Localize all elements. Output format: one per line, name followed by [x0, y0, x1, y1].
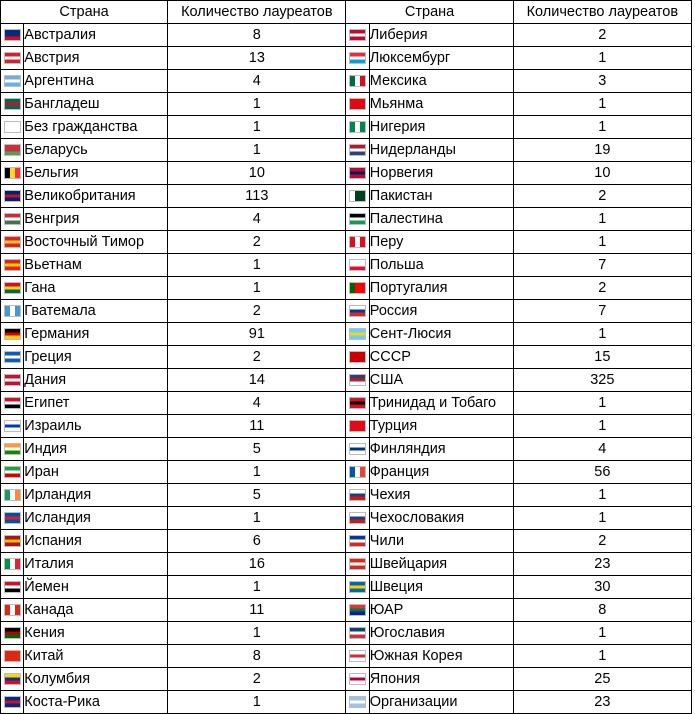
laureate-count: 10 — [168, 162, 346, 185]
header-row — [1, 1, 692, 24]
flag-cell — [346, 622, 369, 645]
table-row — [1, 438, 692, 461]
country-name: Пакистан — [369, 185, 513, 208]
laureate-count: 91 — [168, 323, 346, 346]
country-name: Дания — [24, 369, 168, 392]
flag-cell — [1, 553, 24, 576]
flag-cell — [346, 231, 369, 254]
laureate-count: 1 — [513, 116, 691, 139]
laureate-count: 1 — [168, 691, 346, 714]
country-name: Венгрия — [24, 208, 168, 231]
usa-flag-icon — [349, 374, 366, 386]
flag-cell — [1, 691, 24, 714]
laureate-count: 4 — [168, 70, 346, 93]
country-name: Египет — [24, 392, 168, 415]
header-count-left: Количество лауреатов — [168, 1, 346, 24]
country-name: Либерия — [369, 24, 513, 47]
table-row — [1, 645, 692, 668]
laureate-count: 13 — [168, 47, 346, 70]
laureate-count: 2 — [513, 277, 691, 300]
country-name: Финляндия — [369, 438, 513, 461]
country-name: Индия — [24, 438, 168, 461]
laureate-count: 4 — [168, 392, 346, 415]
laureate-count: 1 — [168, 622, 346, 645]
denmark-flag-icon — [4, 374, 21, 386]
country-name: Норвегия — [369, 162, 513, 185]
laureate-count: 2 — [168, 300, 346, 323]
laureate-count: 1 — [513, 231, 691, 254]
spain-flag-icon — [4, 535, 21, 547]
flag-cell — [1, 438, 24, 461]
iceland-flag-icon — [4, 512, 21, 524]
flag-cell — [1, 484, 24, 507]
guatemala-flag-icon — [4, 305, 21, 317]
flag-cell — [1, 346, 24, 369]
flag-cell — [1, 668, 24, 691]
country-name: Беларусь — [24, 139, 168, 162]
flag-cell — [1, 415, 24, 438]
flag-cell — [1, 139, 24, 162]
switzerland-flag-icon — [349, 558, 366, 570]
country-name: Вьетнам — [24, 254, 168, 277]
flag-cell — [1, 645, 24, 668]
portugal-flag-icon — [349, 282, 366, 294]
flag-cell — [346, 277, 369, 300]
country-name: Польша — [369, 254, 513, 277]
czechia-flag-icon — [349, 489, 366, 501]
table-row — [1, 208, 692, 231]
country-name: Кения — [24, 622, 168, 645]
czechoslovakia-flag-icon — [349, 512, 366, 524]
country-name: Южная Корея — [369, 645, 513, 668]
east-timor-flag-icon — [4, 236, 21, 248]
flag-cell — [346, 599, 369, 622]
flag-cell — [1, 162, 24, 185]
country-name: Турция — [369, 415, 513, 438]
country-name: Палестина — [369, 208, 513, 231]
laureate-count: 1 — [168, 507, 346, 530]
table-row — [1, 139, 692, 162]
country-name: Чехия — [369, 484, 513, 507]
country-name: Великобритания — [24, 185, 168, 208]
south-korea-flag-icon — [349, 650, 366, 662]
country-name: Гватемала — [24, 300, 168, 323]
laureate-count: 6 — [168, 530, 346, 553]
country-name: Восточный Тимор — [24, 231, 168, 254]
country-name: Чили — [369, 530, 513, 553]
laureate-count: 5 — [168, 438, 346, 461]
organizations-flag-icon — [349, 696, 366, 708]
flag-cell — [346, 691, 369, 714]
country-name: Канада — [24, 599, 168, 622]
laureate-count: 1 — [513, 507, 691, 530]
flag-cell — [346, 24, 369, 47]
flag-cell — [1, 576, 24, 599]
flag-cell — [1, 208, 24, 231]
laureate-count: 2 — [513, 185, 691, 208]
chile-flag-icon — [349, 535, 366, 547]
laureate-count: 8 — [513, 599, 691, 622]
country-name: Коста-Рика — [24, 691, 168, 714]
country-name: Португалия — [369, 277, 513, 300]
laureate-count: 2 — [168, 346, 346, 369]
flag-cell — [346, 369, 369, 392]
country-name: Италия — [24, 553, 168, 576]
laureate-count: 1 — [513, 93, 691, 116]
country-name: Испания — [24, 530, 168, 553]
laureate-count: 5 — [168, 484, 346, 507]
flag-cell — [346, 346, 369, 369]
south-africa-flag-icon — [349, 604, 366, 616]
ussr-flag-icon — [349, 351, 366, 363]
table-row — [1, 415, 692, 438]
country-name: Чехословакия — [369, 507, 513, 530]
iran-flag-icon — [4, 466, 21, 478]
flag-cell — [346, 553, 369, 576]
laureate-count: 15 — [513, 346, 691, 369]
flag-cell — [346, 116, 369, 139]
netherlands-flag-icon — [349, 144, 366, 156]
laureate-count: 2 — [513, 24, 691, 47]
myanmar-flag-icon — [349, 98, 366, 110]
country-name: СССР — [369, 346, 513, 369]
trinidad-flag-icon — [349, 397, 366, 409]
laureate-count: 56 — [513, 461, 691, 484]
flag-cell — [346, 507, 369, 530]
poland-flag-icon — [349, 259, 366, 271]
laureate-count: 23 — [513, 691, 691, 714]
flag-cell — [346, 185, 369, 208]
flag-cell — [346, 300, 369, 323]
laureate-count: 1 — [513, 484, 691, 507]
table-row — [1, 254, 692, 277]
laureate-count: 113 — [168, 185, 346, 208]
table-row — [1, 231, 692, 254]
country-name: Колумбия — [24, 668, 168, 691]
laureate-count: 23 — [513, 553, 691, 576]
table-row — [1, 369, 692, 392]
table-row — [1, 185, 692, 208]
flag-cell — [346, 208, 369, 231]
russia-flag-icon — [349, 305, 366, 317]
flag-cell — [1, 254, 24, 277]
table-row — [1, 162, 692, 185]
yemen-flag-icon — [4, 581, 21, 593]
laureate-count: 1 — [168, 254, 346, 277]
vietnam-flag-icon — [4, 259, 21, 271]
peru-flag-icon — [349, 236, 366, 248]
ghana-flag-icon — [4, 282, 21, 294]
flag-cell — [346, 530, 369, 553]
country-name: США — [369, 369, 513, 392]
flag-cell — [346, 323, 369, 346]
laureate-count: 19 — [513, 139, 691, 162]
flag-cell — [1, 47, 24, 70]
luxembourg-flag-icon — [349, 52, 366, 64]
flag-cell — [1, 507, 24, 530]
table-row — [1, 323, 692, 346]
laureate-count: 1 — [513, 392, 691, 415]
laureate-count: 1 — [513, 208, 691, 231]
palestine-flag-icon — [349, 213, 366, 225]
blank-flag-icon — [4, 121, 21, 133]
table-row — [1, 622, 692, 645]
laureate-count: 1 — [513, 323, 691, 346]
country-name: Люксембург — [369, 47, 513, 70]
laureate-count: 1 — [168, 277, 346, 300]
laureate-count: 30 — [513, 576, 691, 599]
flag-cell — [1, 116, 24, 139]
laureate-count: 1 — [168, 139, 346, 162]
flag-cell — [346, 415, 369, 438]
flag-cell — [346, 47, 369, 70]
kenya-flag-icon — [4, 627, 21, 639]
table-row — [1, 24, 692, 47]
australia-flag-icon — [4, 29, 21, 41]
flag-cell — [1, 392, 24, 415]
flag-cell — [346, 139, 369, 162]
table-row — [1, 300, 692, 323]
china-flag-icon — [4, 650, 21, 662]
country-name: Мексика — [369, 70, 513, 93]
country-name: Ирландия — [24, 484, 168, 507]
table-row — [1, 277, 692, 300]
laureate-count: 1 — [168, 116, 346, 139]
country-name: Бельгия — [24, 162, 168, 185]
turkey-flag-icon — [349, 420, 366, 432]
flag-cell — [1, 369, 24, 392]
country-name: Израиль — [24, 415, 168, 438]
yugoslavia-flag-icon — [349, 627, 366, 639]
table-row — [1, 47, 692, 70]
flag-cell — [346, 254, 369, 277]
colombia-flag-icon — [4, 673, 21, 685]
table-row — [1, 530, 692, 553]
flag-cell — [1, 530, 24, 553]
country-name: Швеция — [369, 576, 513, 599]
laureate-count: 10 — [513, 162, 691, 185]
laureate-count: 3 — [513, 70, 691, 93]
country-name: Бангладеш — [24, 93, 168, 116]
flag-cell — [346, 576, 369, 599]
flag-cell — [346, 438, 369, 461]
nigeria-flag-icon — [349, 121, 366, 133]
india-flag-icon — [4, 443, 21, 455]
flag-cell — [1, 599, 24, 622]
table-row — [1, 116, 692, 139]
country-name: Сент-Люсия — [369, 323, 513, 346]
country-name: Германия — [24, 323, 168, 346]
israel-flag-icon — [4, 420, 21, 432]
country-name: Организации — [369, 691, 513, 714]
country-name: Йемен — [24, 576, 168, 599]
laureate-count: 1 — [513, 622, 691, 645]
table-row — [1, 553, 692, 576]
flag-cell — [346, 392, 369, 415]
norway-flag-icon — [349, 167, 366, 179]
saint-lucia-flag-icon — [349, 328, 366, 340]
country-name: Тринидад и Тобаго — [369, 392, 513, 415]
country-name: Китай — [24, 645, 168, 668]
pakistan-flag-icon — [349, 190, 366, 202]
argentina-flag-icon — [4, 75, 21, 87]
country-name: Япония — [369, 668, 513, 691]
table-row — [1, 576, 692, 599]
table-row — [1, 70, 692, 93]
flag-cell — [1, 93, 24, 116]
flag-cell — [1, 70, 24, 93]
finland-flag-icon — [349, 443, 366, 455]
belgium-flag-icon — [4, 167, 21, 179]
flag-cell — [1, 24, 24, 47]
laureate-count: 1 — [168, 93, 346, 116]
laureate-count: 16 — [168, 553, 346, 576]
table-row — [1, 599, 692, 622]
country-name: Австралия — [24, 24, 168, 47]
country-name: ЮАР — [369, 599, 513, 622]
laureate-count: 8 — [168, 24, 346, 47]
flag-cell — [346, 93, 369, 116]
laureate-count: 4 — [513, 438, 691, 461]
sweden-flag-icon — [349, 581, 366, 593]
table-row — [1, 392, 692, 415]
country-name: Югославия — [369, 622, 513, 645]
flag-cell — [346, 70, 369, 93]
laureate-count: 14 — [168, 369, 346, 392]
flag-cell — [346, 461, 369, 484]
country-name: Нидерланды — [369, 139, 513, 162]
costa-rica-flag-icon — [4, 696, 21, 708]
country-name: Иран — [24, 461, 168, 484]
flag-cell — [1, 231, 24, 254]
table-body — [1, 24, 692, 714]
country-name: Перу — [369, 231, 513, 254]
mexico-flag-icon — [349, 75, 366, 87]
uk-flag-icon — [4, 190, 21, 202]
greece-flag-icon — [4, 351, 21, 363]
laureate-count: 325 — [513, 369, 691, 392]
flag-cell — [346, 668, 369, 691]
laureate-count: 11 — [168, 415, 346, 438]
laureate-count: 1 — [513, 47, 691, 70]
canada-flag-icon — [4, 604, 21, 616]
country-name: Греция — [24, 346, 168, 369]
italy-flag-icon — [4, 558, 21, 570]
table-row — [1, 668, 692, 691]
laureate-count: 1 — [513, 415, 691, 438]
country-name: Мьянма — [369, 93, 513, 116]
flag-cell — [1, 622, 24, 645]
table-row — [1, 93, 692, 116]
country-name: Россия — [369, 300, 513, 323]
flag-cell — [1, 300, 24, 323]
bangladesh-flag-icon — [4, 98, 21, 110]
laureate-count: 4 — [168, 208, 346, 231]
laureate-count: 25 — [513, 668, 691, 691]
liberia-flag-icon — [349, 29, 366, 41]
flag-cell — [346, 645, 369, 668]
ireland-flag-icon — [4, 489, 21, 501]
country-name: Франция — [369, 461, 513, 484]
flag-cell — [1, 277, 24, 300]
header-count-right: Количество лауреатов — [513, 1, 691, 24]
austria-flag-icon — [4, 52, 21, 64]
country-name: Гана — [24, 277, 168, 300]
flag-cell — [1, 185, 24, 208]
egypt-flag-icon — [4, 397, 21, 409]
country-name: Австрия — [24, 47, 168, 70]
header-country-left: Страна — [1, 1, 168, 24]
flag-cell — [346, 162, 369, 185]
laureate-count: 2 — [513, 530, 691, 553]
laureate-count: 1 — [513, 645, 691, 668]
flag-cell — [1, 323, 24, 346]
germany-flag-icon — [4, 328, 21, 340]
laureate-count: 7 — [513, 254, 691, 277]
flag-cell — [1, 461, 24, 484]
laureate-count: 2 — [168, 668, 346, 691]
laureate-count: 11 — [168, 599, 346, 622]
country-name: Швейцария — [369, 553, 513, 576]
table-row — [1, 461, 692, 484]
table-row — [1, 691, 692, 714]
country-name: Аргентина — [24, 70, 168, 93]
header-country-right: Страна — [346, 1, 513, 24]
laureate-count: 7 — [513, 300, 691, 323]
france-flag-icon — [349, 466, 366, 478]
hungary-flag-icon — [4, 213, 21, 225]
table-row — [1, 346, 692, 369]
flag-cell — [346, 484, 369, 507]
japan-flag-icon — [349, 673, 366, 685]
table-row — [1, 507, 692, 530]
country-name: Исландия — [24, 507, 168, 530]
laureate-count: 2 — [168, 231, 346, 254]
laureate-count: 1 — [168, 576, 346, 599]
table-row — [1, 484, 692, 507]
laureate-count: 8 — [168, 645, 346, 668]
laureate-count: 1 — [168, 461, 346, 484]
country-name: Нигерия — [369, 116, 513, 139]
country-name: Без гражданства — [24, 116, 168, 139]
belarus-flag-icon — [4, 144, 21, 156]
